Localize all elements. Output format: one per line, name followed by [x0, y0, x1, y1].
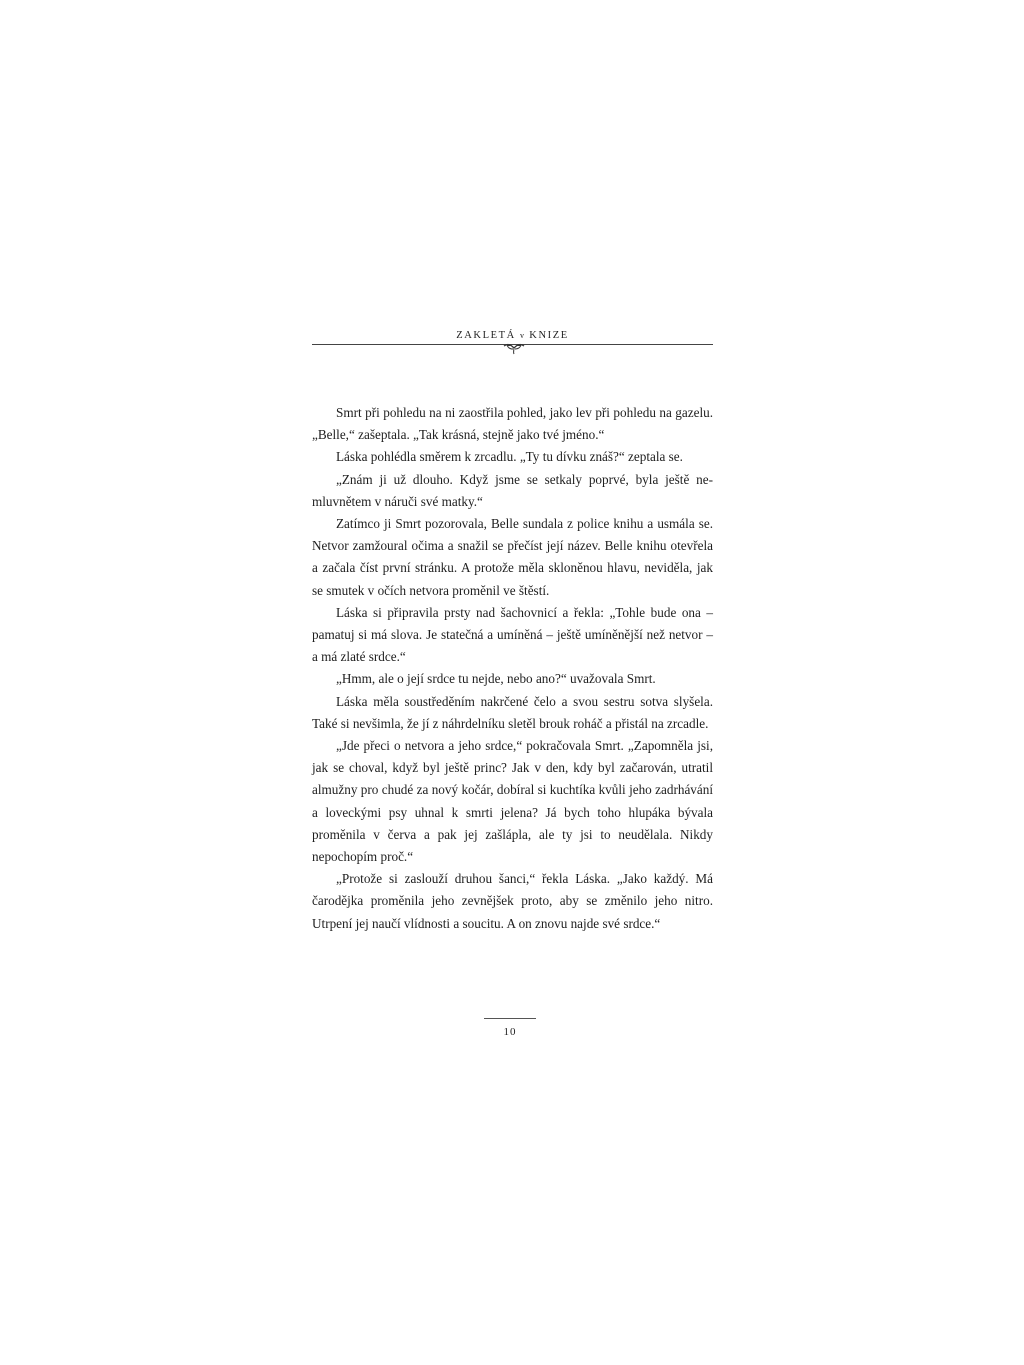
running-head-connector: v — [520, 331, 526, 340]
paragraph-2: Láska pohlédla směrem k zrcadlu. „Ty tu dívku znáš?“ zeptala se. — [336, 449, 683, 465]
paragraph-3: „Znám ji už dlouho. Když jsme se setkaly poprvé, byla ještě nemluvnětem v náruči své matky.“ — [312, 471, 713, 509]
paragraph-4: Zatímco ji Smrt pozorovala, Belle sundala z police knihu a usmála se. Netvor zamžoural očima a snažil se přečíst její název. Belle knihu otevřela a začala číst první stránku. A protože měla skloněnou hlavu, neviděla, jak se smutek v očích netvora proměnil ve štěstí. — [312, 516, 713, 598]
folio-rule — [484, 1018, 536, 1019]
body-text — [312, 402, 713, 935]
paragraph-8: „Jde přeci o netvora a jeho srdce,“ pokračovala Smrt. „Zapomněla jsi, jak se choval, když byl ještě princ? Jak v den, kdy byl začarován, utratil almužny pro chudé za nový kočár, dobíral si kuchtíka kvůli jeho zadrhávání a loveckými psy uhnal k smrti jelena? Já bych toho hlupáka bývala proměnila v červa a pak jej zašlápla, ale ty jsi to neudělala. Nikdy nepochopím proč.“ — [312, 738, 713, 865]
paragraph-7: Láska měla soustředěním nakrčené čelo a svou sestru sotva slyšela. Také si nevšimla, že jí z náhrdelníku sletěl brouk roháč a přistál na zrcadle. — [312, 693, 713, 731]
page-number: 10 — [503, 1026, 517, 1038]
running-head — [312, 330, 713, 370]
paragraph-1: Smrt při pohledu na ni zaostřila pohled, jako lev při pohledu na gazelu. „Belle,“ zašeptala. „Tak krásná, stejně jako tvé jméno.“ — [312, 405, 713, 443]
folio — [484, 1018, 536, 1048]
paragraph-6: „Hmm, ale o její srdce tu nejde, nebo ano?“ uvažovala Smrt. — [336, 671, 656, 687]
leaf-ornament-icon — [502, 340, 526, 356]
paragraph-9: „Protože si zaslouží druhou šanci,“ řekla Láska. „Jako každý. Má čarodějka proměnila jeho zevnějšek proto, aby se změnilo jeho nitro. Utrpení jej naučí vlídnosti a soucitu. A on znovu najde své srdce.“ — [312, 871, 713, 931]
paragraph-5: Láska si připravila prsty nad šachovnicí a řekla: „Tohle bude ona – pamatuj si má slova. Je statečná a umíněná – ještě umíněnější než netvor – a má zlaté srdce.“ — [312, 604, 713, 665]
running-head-title-part2: KNIZE — [529, 330, 569, 341]
running-head-title-part1: ZAKLETÁ — [456, 330, 516, 341]
